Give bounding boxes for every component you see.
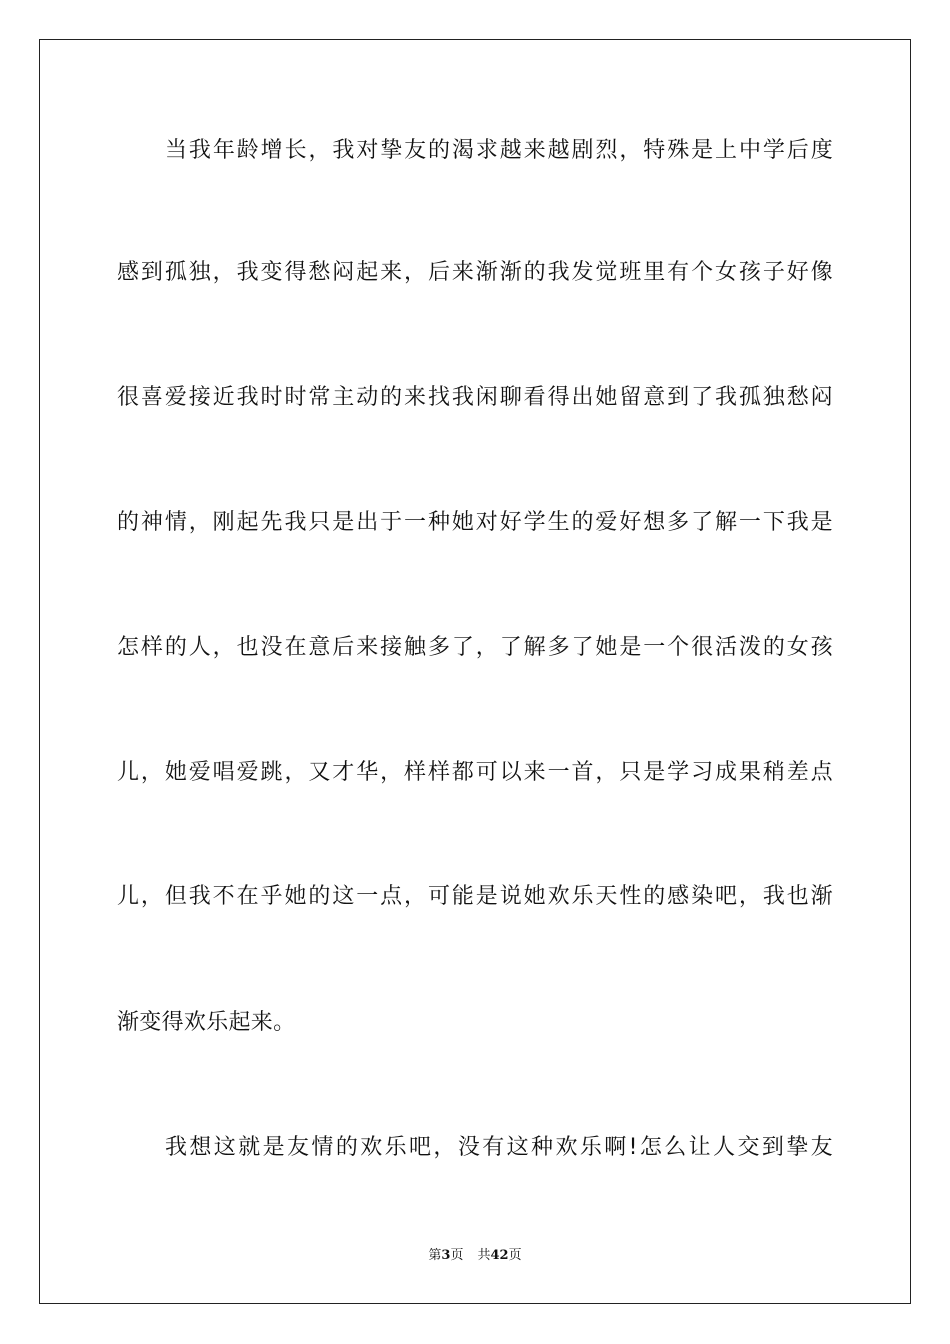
page-footer xyxy=(0,1246,950,1266)
text-line-9: 我想这就是友情的欢乐吧，没有这种欢乐啊!怎么让人交到挚友 xyxy=(165,1135,833,1160)
page-border xyxy=(39,39,911,1304)
text-line-2: 感到孤独，我变得愁闷起来，后来渐渐的我发觉班里有个女孩子好像 xyxy=(117,260,833,285)
footer-prefix: 第 xyxy=(428,1248,442,1263)
text-line-3: 很喜爱接近我时时常主动的来找我闲聊看得出她留意到了我孤独愁闷 xyxy=(117,385,833,410)
footer-total-suffix: 页 xyxy=(508,1248,522,1263)
text-line-1: 当我年龄增长，我对挚友的渴求越来越剧烈，特殊是上中学后度 xyxy=(165,138,833,163)
text-line-7: 儿，但我不在乎她的这一点，可能是说她欢乐天性的感染吧，我也渐 xyxy=(117,884,833,909)
text-line-8: 渐变得欢乐起来。 xyxy=(117,1010,296,1035)
text-line-5: 怎样的人，也没在意后来接触多了，了解多了她是一个很活泼的女孩 xyxy=(117,635,833,660)
footer-total-prefix: 共 xyxy=(477,1248,491,1263)
text-line-4: 的神情，刚起先我只是出于一种她对好学生的爱好想多了解一下我是 xyxy=(117,510,833,535)
text-line-6: 儿，她爱唱爱跳，又才华，样样都可以来一首，只是学习成果稍差点 xyxy=(117,760,833,785)
footer-page-suffix: 页 xyxy=(450,1248,464,1263)
current-page-number: 3 xyxy=(441,1248,451,1263)
total-pages-number: 42 xyxy=(490,1248,509,1263)
